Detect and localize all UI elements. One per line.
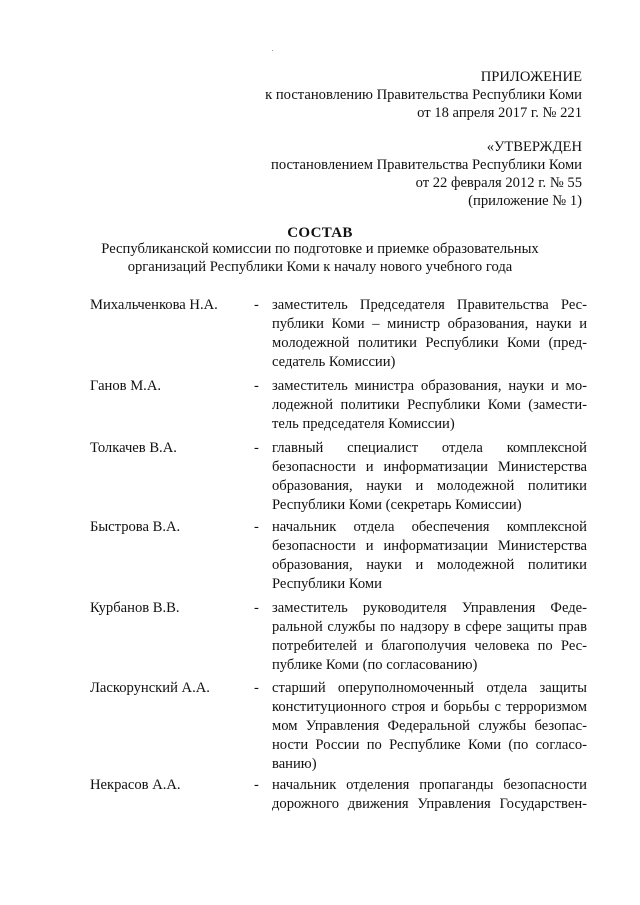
position-line: заместитель министра образования, науки и мо- bbox=[272, 378, 587, 394]
position-line: ности России по Республике Коми (по согласо- bbox=[272, 737, 587, 753]
member-name: Толкачев В.А. bbox=[90, 440, 177, 456]
position-line: седатель Комиссии) bbox=[272, 354, 396, 370]
member-position bbox=[272, 518, 587, 594]
member-name: Ганов М.А. bbox=[90, 378, 162, 394]
position-line: начальник отдела обеспечения комплексной bbox=[272, 519, 587, 535]
member-name: Быстрова В.А. bbox=[90, 519, 181, 535]
position-line: образования, науки и молодежной политики bbox=[272, 557, 587, 573]
member-position bbox=[272, 296, 587, 372]
member-position bbox=[272, 439, 587, 515]
position-line: публике Коми (по согласованию) bbox=[272, 657, 478, 673]
member-position bbox=[272, 776, 587, 814]
document-subtitle bbox=[60, 240, 580, 276]
position-line: ванию) bbox=[272, 756, 317, 772]
member-dash: - bbox=[254, 680, 259, 696]
member-dash: - bbox=[254, 378, 259, 394]
appendix-resolution: к постановлению Правительства Республики Коми bbox=[265, 87, 582, 103]
member-position bbox=[272, 679, 587, 774]
position-line: образования, науки и молодежной политики bbox=[272, 478, 587, 494]
position-line: ральной службы по надзору в сфере защиты прав bbox=[272, 619, 587, 635]
member-name: Курбанов В.В. bbox=[90, 600, 180, 616]
position-line: лодежной политики Республики Коми (замести- bbox=[272, 397, 587, 413]
position-line: мом Управления Федеральной службы безопас- bbox=[272, 718, 587, 734]
position-line: старший оперуполномоченный отдела защиты bbox=[272, 680, 587, 696]
position-line: дорожного движения Управления Государствен- bbox=[272, 796, 587, 812]
position-line: Республики Коми (секретарь Комиссии) bbox=[272, 497, 522, 513]
position-line: заместитель Председателя Правительства Рес- bbox=[272, 297, 587, 313]
member-name: Ласкорунский А.А. bbox=[90, 680, 210, 696]
member-name: Михальченкова Н.А. bbox=[90, 297, 218, 313]
scan-speck bbox=[272, 50, 273, 51]
position-line: главный специалист отдела комплексной bbox=[272, 440, 587, 456]
position-line: тель председателя Комиссии) bbox=[272, 416, 455, 432]
document-title: СОСТАВ bbox=[287, 225, 353, 241]
position-line: безопасности и информатизации Министерства bbox=[272, 538, 587, 554]
approved-resolution: постановлением Правительства Республики Коми bbox=[271, 157, 582, 173]
position-line: потребителей и благополучия человека по Рес- bbox=[272, 638, 587, 654]
position-line: начальник отделения пропаганды безопасности bbox=[272, 777, 587, 793]
member-position bbox=[272, 377, 587, 434]
member-dash: - bbox=[254, 777, 259, 793]
position-line: Республики Коми bbox=[272, 576, 382, 592]
subtitle-line: Республиканской комиссии по подготовке и приемке образовательных bbox=[101, 241, 539, 257]
approved-label: «УТВЕРЖДЕН bbox=[486, 139, 582, 155]
position-line: молодежной политики Республики Коми (пред- bbox=[272, 335, 587, 351]
approved-header bbox=[271, 138, 582, 210]
member-dash: - bbox=[254, 297, 259, 313]
position-line: безопасности и информатизации Министерства bbox=[272, 459, 587, 475]
subtitle-line: организаций Республики Коми к началу нового учебного года bbox=[127, 259, 513, 275]
appendix-label: ПРИЛОЖЕНИЕ bbox=[480, 69, 582, 85]
approved-appendix-number: (приложение № 1) bbox=[468, 193, 582, 209]
position-line: публики Коми – министр образования, науки и bbox=[272, 316, 587, 332]
appendix-date-number: от 18 апреля 2017 г. № 221 bbox=[417, 105, 582, 121]
member-position bbox=[272, 599, 587, 675]
member-dash: - bbox=[254, 600, 259, 616]
member-name: Некрасов А.А. bbox=[90, 777, 181, 793]
member-dash: - bbox=[254, 440, 259, 456]
member-dash: - bbox=[254, 519, 259, 535]
appendix-header bbox=[265, 68, 582, 122]
position-line: конституционного строя и борьбы с терроризмом bbox=[272, 699, 587, 715]
position-line: заместитель руководителя Управления Феде- bbox=[272, 600, 587, 616]
approved-date-number: от 22 февраля 2012 г. № 55 bbox=[415, 175, 582, 191]
